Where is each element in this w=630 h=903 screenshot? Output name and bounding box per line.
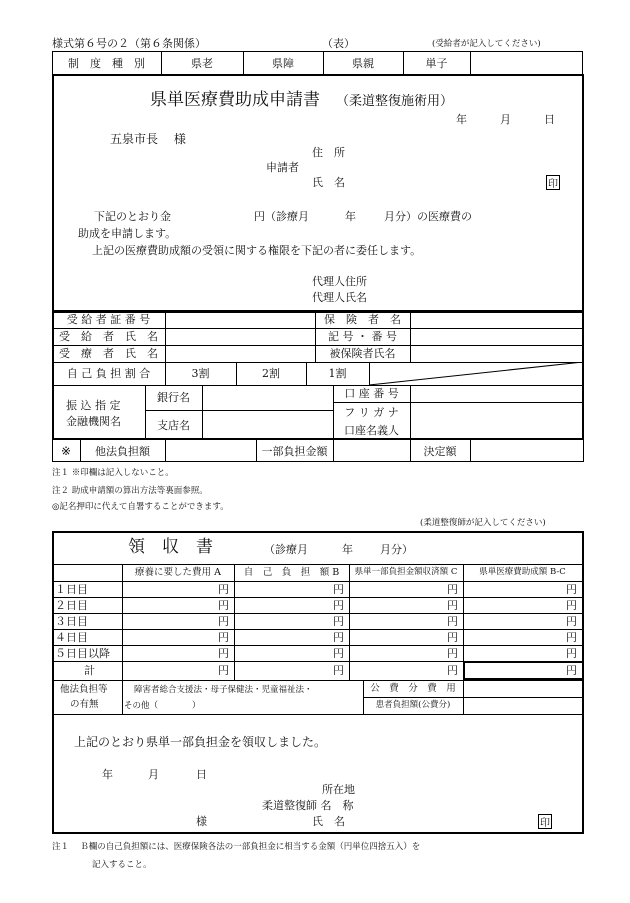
date-year-label: 年	[456, 113, 467, 126]
body-text-year: 年	[345, 210, 356, 223]
form-side-label: （表）	[322, 37, 355, 50]
receipt-date-year: 年	[102, 768, 113, 781]
patient-copay-public-label: 患者負担額(公費分)	[375, 700, 451, 711]
footer-note-1: 注１ Ｂ欄の自己負担額には、医療保険各法の一部負担金に相当する金額（円単位四捨五入）を	[52, 842, 421, 852]
copay-ratio-label: 自 己 負 担 割 合	[66, 367, 151, 380]
form-number: 様式第６号の２（第６条関係）	[52, 37, 206, 50]
partial-amount-label: 一部負担金額	[261, 444, 328, 458]
branch-name-field[interactable]	[202, 410, 333, 440]
system-option-disabled[interactable]: 県障	[272, 56, 294, 70]
system-option-elderly[interactable]: 県老	[191, 56, 213, 70]
practitioner-name-title-label: 柔道整復師 名 称	[262, 799, 354, 812]
note-3: ◎記名押印に代えて自署することができます。	[52, 502, 229, 512]
day4-received-c[interactable]: 円	[447, 630, 458, 644]
day5-subsidy-bc[interactable]: 円	[566, 646, 577, 660]
office-use-mark: ※	[60, 444, 72, 458]
recipient-name-label: 受 給 者 氏 名	[59, 330, 158, 343]
other-law-amount-label: 他法負担額	[95, 444, 150, 458]
other-law-label-line1: 他法負担等	[60, 684, 108, 695]
row-label-total: 計	[84, 664, 95, 677]
other-law-label-line2: の有無	[70, 699, 99, 710]
bank-name-field[interactable]	[202, 385, 333, 410]
row-label-day-2: ２日目	[55, 599, 88, 612]
day2-subsidy-bc[interactable]: 円	[566, 598, 577, 612]
footer-note-1-cont: 記入すること。	[92, 860, 152, 870]
patient-name-field[interactable]	[165, 345, 315, 362]
receipt-title: 領 収 書	[128, 537, 213, 557]
insurer-name-field[interactable]	[410, 311, 582, 328]
date-day-label: 日	[544, 113, 555, 126]
column-bc-header: 県単医療費助成額 B-C	[479, 567, 566, 578]
patient-sama: 様	[196, 815, 207, 828]
copay-option-20[interactable]: 2割	[262, 367, 280, 380]
total-cost-a[interactable]: 円	[218, 664, 229, 677]
day1-received-c[interactable]: 円	[447, 582, 458, 596]
public-expense-field[interactable]	[463, 680, 582, 697]
day5-cost-a[interactable]: 円	[218, 646, 229, 660]
row-label-day-1: １日目	[55, 583, 88, 596]
note-2: 注２ 助成申請額の算出方法等裏面参照。	[52, 486, 208, 496]
system-option-child[interactable]: 単子	[425, 56, 448, 70]
recipient-name-field[interactable]	[165, 328, 315, 345]
symbol-number-label: 記 号 ・ 番 号	[328, 330, 397, 343]
agent-address-label: 代理人住所	[312, 275, 367, 288]
account-number-field[interactable]	[410, 385, 582, 402]
applicant-address-label: 住 所	[312, 146, 345, 159]
note-1: 注１ ※印欄は記入しないこと。	[52, 468, 174, 478]
day4-cost-a[interactable]: 円	[218, 630, 229, 644]
applicant-name-label: 氏 名	[312, 176, 345, 189]
day3-cost-a[interactable]: 円	[218, 614, 229, 628]
receipt-period-year: 年	[342, 543, 353, 556]
system-option-single-parent[interactable]: 県親	[352, 56, 374, 70]
branch-name-label: 支店名	[157, 418, 190, 432]
applicant-seal-mark: 印	[546, 175, 560, 190]
decision-amount-label: 決定額	[423, 444, 457, 458]
receipt-statement: 上記のとおり県単一部負担金を領収しました。	[74, 735, 327, 749]
body-text-request: 助成を申請します。	[78, 227, 177, 240]
day2-copay-b[interactable]: 円	[333, 598, 344, 612]
applicant-label: 申請者	[266, 161, 299, 174]
practitioner-location-label: 所在地	[322, 783, 355, 796]
copay-option-30[interactable]: 3割	[191, 367, 210, 380]
furigana-label: フ リ ガ ナ	[344, 406, 399, 419]
day4-copay-b[interactable]: 円	[333, 630, 344, 644]
agent-name-label: 代理人氏名	[312, 291, 367, 304]
day3-subsidy-bc[interactable]: 円	[566, 614, 577, 628]
public-expense-label: 公 費 分 費 用	[370, 682, 456, 694]
column-b-header: 自 己 負 担 額 B	[243, 566, 340, 578]
bank-label-line1: 振 込 指 定	[66, 399, 121, 412]
account-number-label: 口 座 番 号	[344, 387, 399, 400]
system-type-label: 制 度 種 別	[68, 56, 145, 70]
account-holder-label: 口座名義人	[344, 423, 399, 437]
application-title: 県単医療費助成申請書	[150, 90, 320, 110]
receipt-period-month: 月分）	[380, 543, 413, 556]
day2-received-c[interactable]: 円	[447, 598, 458, 612]
column-c-header: 県単一部負担金額収済額 C	[354, 567, 458, 578]
day4-subsidy-bc[interactable]: 円	[566, 630, 577, 644]
other-law-other[interactable]: その他（ ）	[124, 701, 201, 711]
insured-name-label: 被保険者氏名	[329, 347, 396, 360]
day5-copay-b[interactable]: 円	[333, 646, 344, 660]
day3-received-c[interactable]: 円	[447, 614, 458, 628]
row-label-day-3: ３日目	[55, 615, 88, 628]
day2-cost-a[interactable]: 円	[218, 598, 229, 612]
other-law-options[interactable]: 障害者総合支援法・母子保健法・児童福祉法・	[134, 685, 313, 695]
total-subsidy-bc[interactable]: 円	[566, 664, 577, 677]
receipt-period-open: （診療月	[264, 543, 308, 556]
application-subtitle: （柔道整復施術用）	[336, 94, 454, 109]
day1-subsidy-bc[interactable]: 円	[566, 582, 577, 596]
symbol-number-field[interactable]	[410, 328, 582, 345]
recipient-cert-number-field[interactable]	[165, 311, 315, 328]
body-text-amount: 下記のとおり金	[94, 210, 171, 223]
day1-cost-a[interactable]: 円	[218, 582, 229, 596]
receipt-date-month: 月	[148, 768, 159, 781]
practitioner-fill-note: (柔道整復師が記入してください)	[420, 518, 546, 528]
receipt-date-day: 日	[196, 768, 207, 781]
column-a-header: 療養に要した費用 A	[135, 566, 221, 578]
day3-copay-b[interactable]: 円	[333, 614, 344, 628]
insured-name-field[interactable]	[410, 345, 582, 362]
row-label-day-5-plus: ５日目以降	[55, 647, 110, 660]
row-label-day-4: ４日目	[55, 631, 88, 644]
recipient-cert-number-label: 受 給 者 証 番 号	[66, 313, 151, 326]
copay-diagonal-line	[369, 362, 583, 385]
account-holder-field[interactable]	[410, 402, 582, 439]
total-received-c[interactable]: 円	[447, 664, 458, 677]
total-copay-b[interactable]: 円	[333, 664, 344, 677]
practitioner-person-label: 氏 名	[312, 815, 345, 828]
day1-copay-b[interactable]: 円	[333, 582, 344, 596]
insurer-name-label: 保 険 者 名	[324, 313, 401, 326]
bank-name-label: 銀行名	[157, 391, 190, 404]
body-text-month: 月分）の医療費の	[384, 210, 472, 223]
patient-name-label: 受 療 者 氏 名	[59, 347, 158, 360]
applicant-fill-note: (受給者が記入してください)	[432, 39, 541, 49]
addressee: 五泉市長 様	[110, 132, 186, 146]
body-text-delegation: 上記の医療費助成額の受領に関する権限を下記の者に委任します。	[92, 244, 422, 257]
date-month-label: 月	[500, 113, 511, 126]
day5-received-c[interactable]: 円	[447, 646, 458, 660]
body-text-period: 円（診療月	[254, 210, 309, 223]
copay-option-10[interactable]: 1割	[328, 367, 347, 380]
patient-copay-public-field[interactable]	[463, 697, 582, 714]
bank-label-line2: 金融機関名	[66, 415, 121, 428]
practitioner-seal-mark: 印	[538, 814, 552, 829]
